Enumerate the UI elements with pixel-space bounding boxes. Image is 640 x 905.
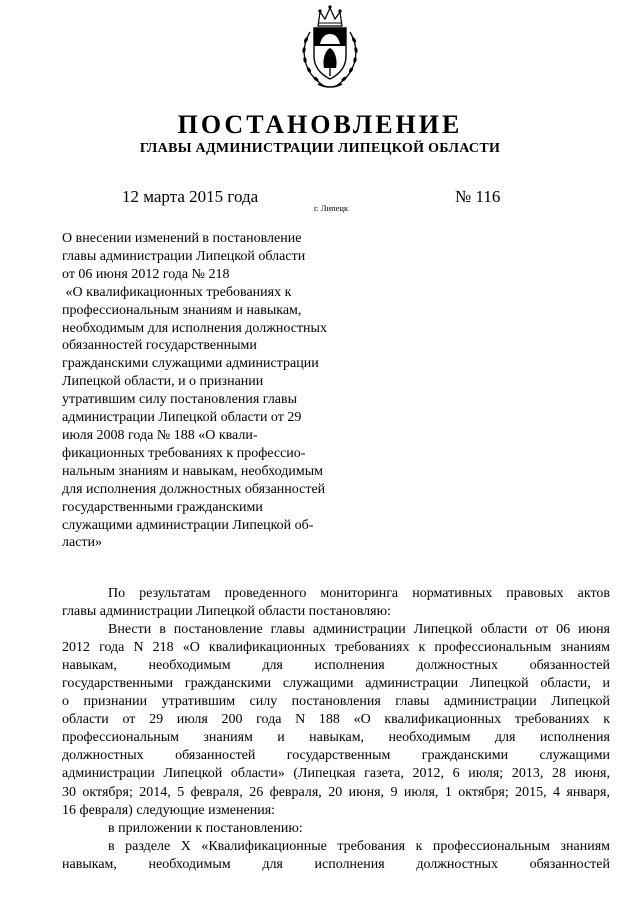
document-number: № 116 xyxy=(455,187,501,206)
heading-line: профессиональным знаниям и навыкам, xyxy=(62,302,302,318)
body-line: администрации Липецкой области» (Липецкая газета, 2012, 6 июля; 2013, 28 июня, xyxy=(62,766,610,782)
heading-line: обязанностей государственными xyxy=(62,338,257,354)
heading-line: фикационных требованиях к профессио- xyxy=(62,445,306,461)
body-line: должностных обязанностей государственным гражданскими служащими xyxy=(62,748,610,764)
heading-line: для исполнения должностных обязанностей xyxy=(62,481,326,497)
document-title: ПОСТАНОВЛЕНИЕ xyxy=(177,110,463,139)
body-line: Внести в постановление главы администрации Липецкой области от 06 июня xyxy=(108,622,610,638)
heading-line: О внесении изменений в постановление xyxy=(62,231,302,246)
document-heading xyxy=(62,230,362,552)
body-line: профессиональным знаниям и навыкам, необходимым для исполнения xyxy=(62,730,610,746)
document-subtitle: ГЛАВЫ АДМИНИСТРАЦИИ ЛИПЕЦКОЙ ОБЛАСТИ xyxy=(139,141,501,156)
document-city: г. Липецк xyxy=(314,203,349,213)
document-body xyxy=(62,585,610,874)
body-line: 16 февраля) следующие изменения: xyxy=(62,802,276,818)
heading-line: от 06 июня 2012 года № 218 xyxy=(62,266,230,282)
body-line: 2012 года N 218 «О квалификационных требованиях к профессиональным знаниям xyxy=(62,640,610,656)
body-line: навыкам, необходимым для исполнения должностных обязанностей xyxy=(62,658,610,674)
heading-line: необходимым для исполнения должностных xyxy=(62,320,327,336)
heading-line: гражданскими служащими администрации xyxy=(62,356,319,372)
heading-line: ласти» xyxy=(62,535,103,551)
heading-line: Липецкой области, и о признании xyxy=(62,374,264,390)
body-line: государственными гражданскими служащими администрации Липецкой области, и xyxy=(62,676,610,692)
coat-of-arms-emblem-icon xyxy=(298,4,362,92)
heading-line: нальным знаниям и навыкам, необходимым xyxy=(62,463,323,479)
heading-line: июля 2008 года № 188 «О квали- xyxy=(62,427,258,443)
body-line: По результатам проведенного мониторинга нормативных правовых актов xyxy=(108,586,610,601)
body-line: главы администрации Липецкой области постановляю: xyxy=(62,604,391,620)
heading-line: главы администрации Липецкой области xyxy=(62,248,306,264)
document-date: 12 марта 2015 года xyxy=(122,187,259,206)
body-line: области от 29 июля 200 года N 188 «О квалификационных требованиях к xyxy=(62,712,610,728)
body-line: в разделе X «Квалификационные требования к профессиональным знаниям xyxy=(108,838,610,854)
heading-line: государственными гражданскими xyxy=(62,499,263,515)
body-line: о признании утратившим силу постановления главы администрации Липецкой xyxy=(62,694,610,710)
heading-line: «О квалификационных требованиях к xyxy=(62,284,292,300)
heading-line: служащими администрации Липецкой об- xyxy=(62,517,314,533)
body-line: в приложении к постановлению: xyxy=(108,820,303,836)
heading-line: администрации Липецкой области от 29 xyxy=(62,410,302,426)
body-line: 30 октября; 2014, 5 февраля, 26 февраля, 20 июня, 9 июля, 1 октября; 2015, 4 января, xyxy=(62,784,610,800)
body-line: навыкам, необходимым для исполнения должностных обязанностей xyxy=(62,856,610,872)
heading-line: утратившим силу постановления главы xyxy=(62,392,298,408)
